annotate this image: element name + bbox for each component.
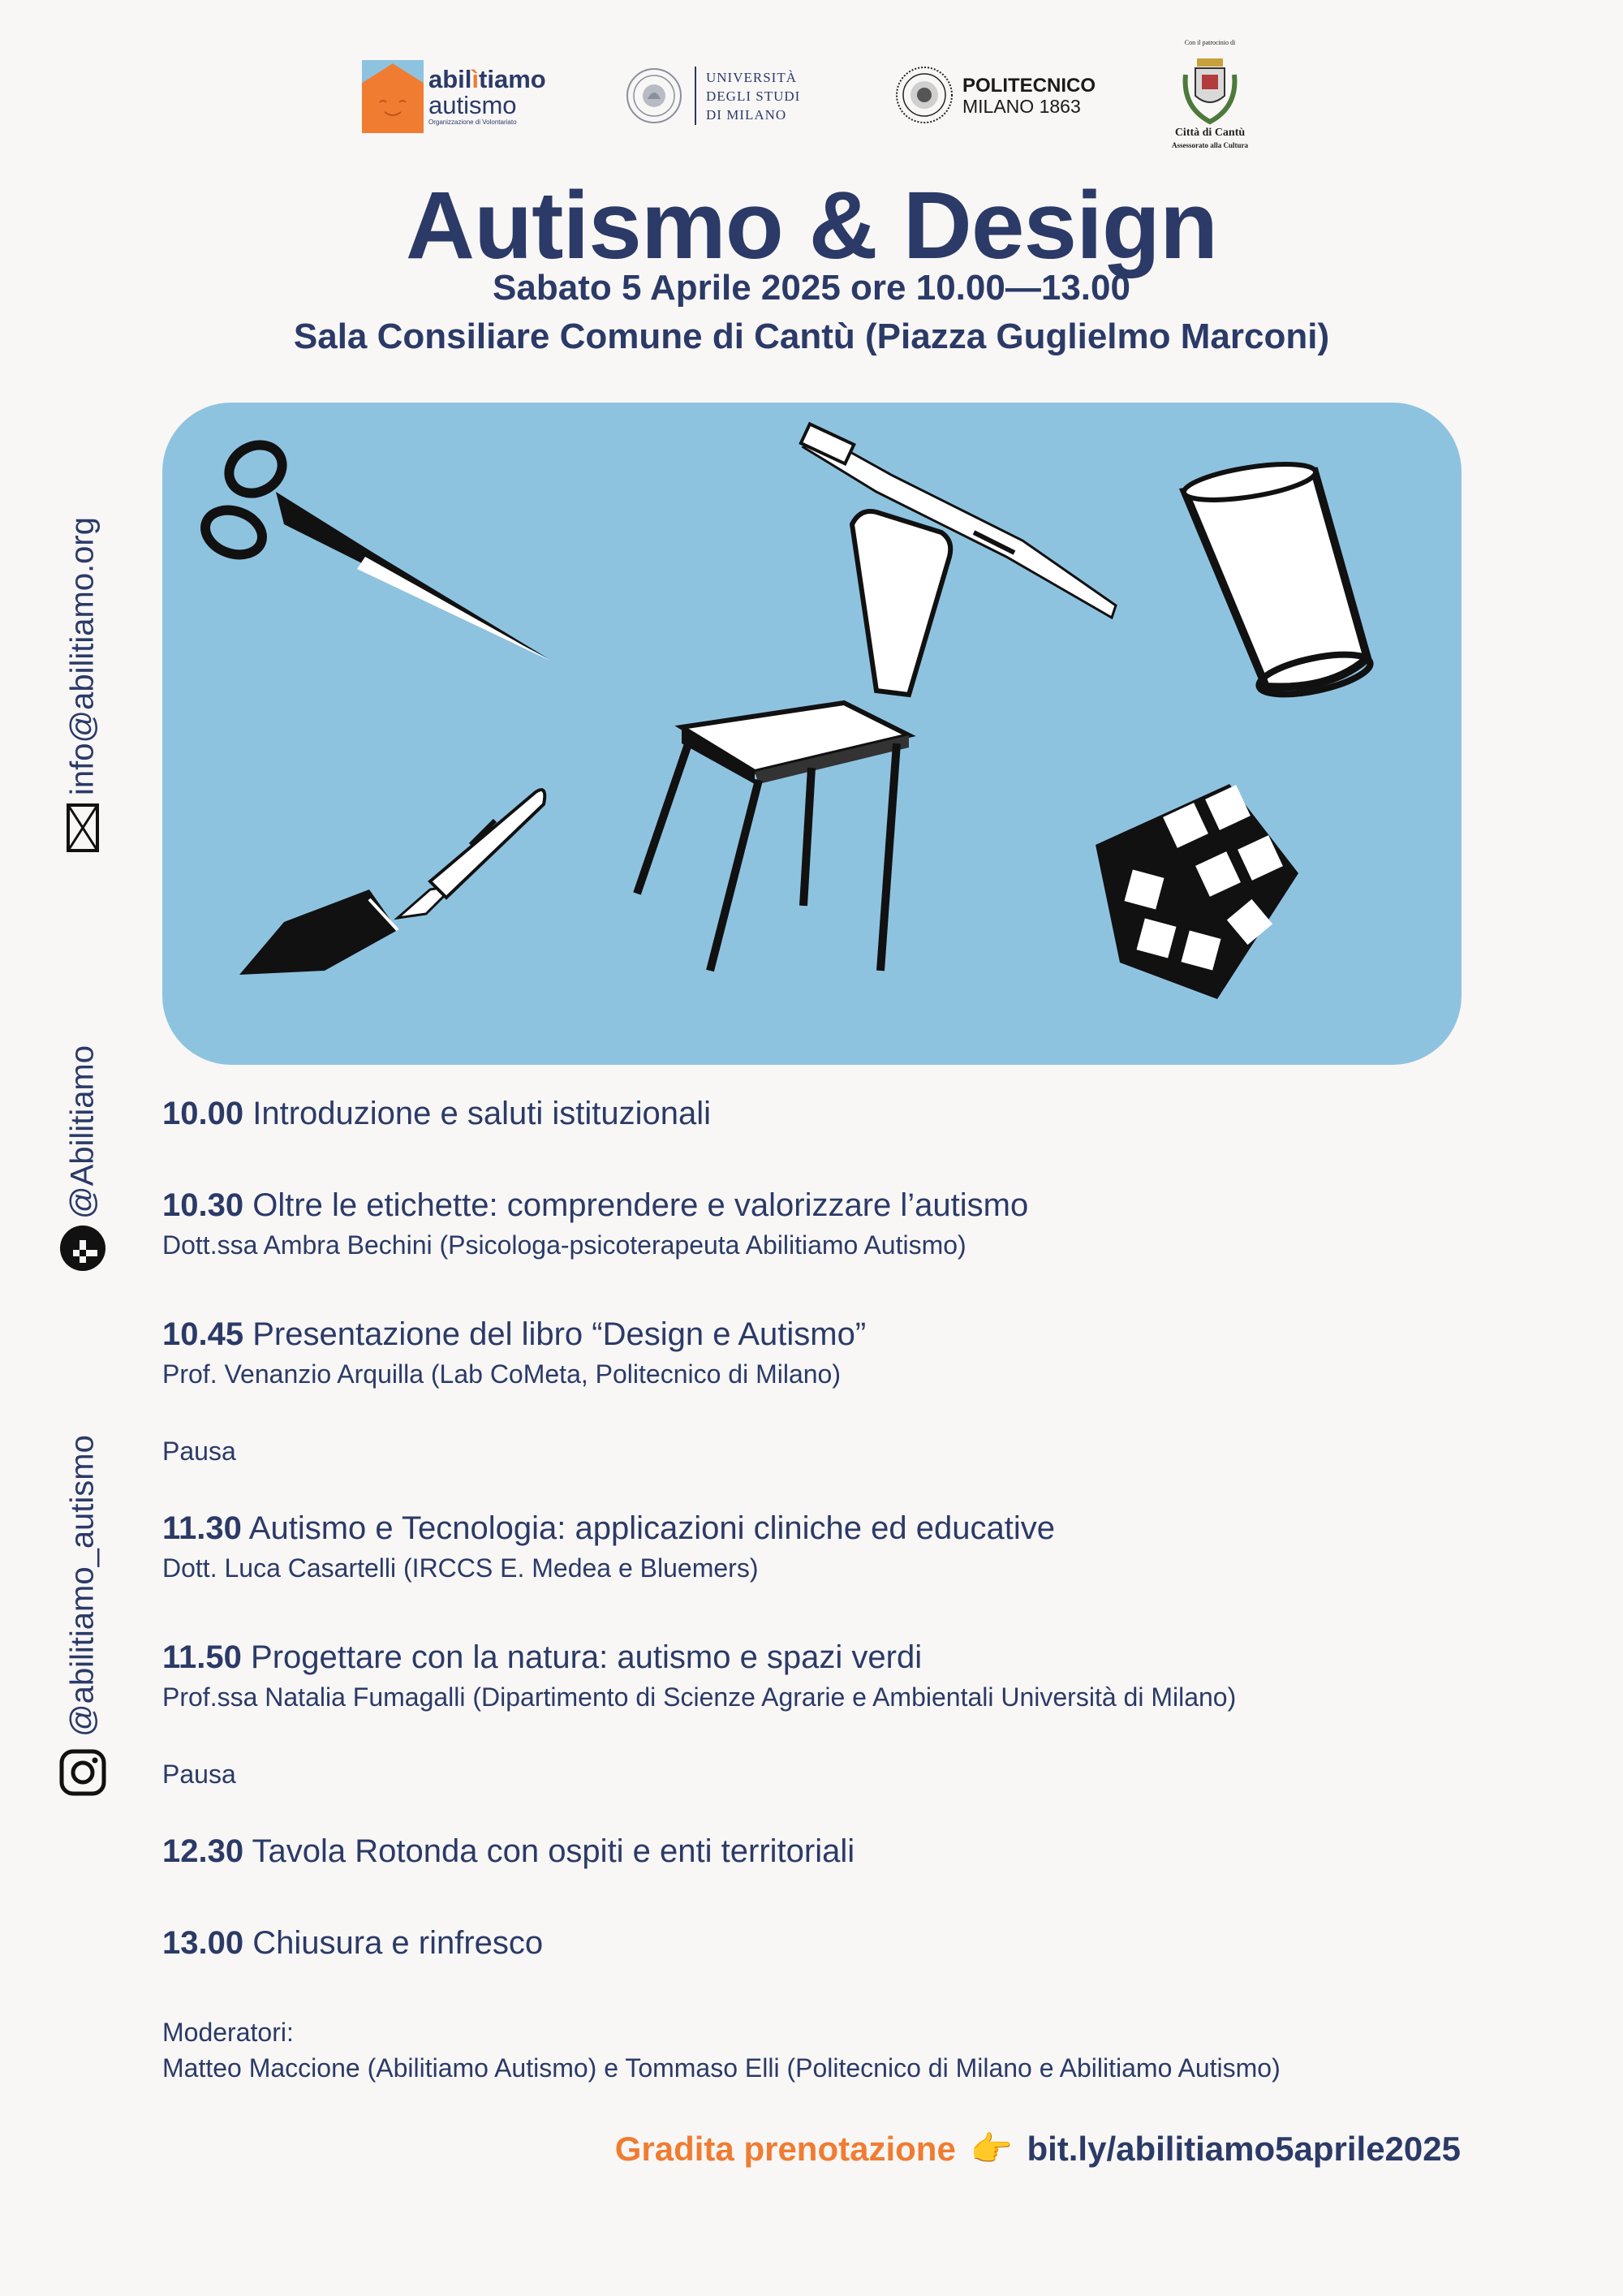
abilitiamo-tagline: Organizzazione di Volontariato (428, 118, 517, 126)
university-seal-icon (625, 67, 683, 125)
chair-icon (637, 511, 950, 971)
programme-item (162, 1639, 1542, 1712)
item-title: Progettare con la natura: autismo e spazi verdi (251, 1639, 923, 1675)
item-time: 13.00 (162, 1925, 244, 1961)
item-time: 10.00 (162, 1096, 244, 1131)
item-speaker: Dott. Luca Casartelli (IRCCS E. Medea e Bluemers) (162, 1553, 759, 1583)
moderators-names: Matteo Maccione (Abilitiamo Autismo) e Tommaso Elli (Politecnico di Milano e Abilitiamo Autismo) (162, 2053, 1281, 2083)
house-smile-icon (362, 60, 424, 133)
cantu-patronage-label: Con il patrocinio di (1184, 39, 1236, 46)
item-title: Autismo e Tecnologia: applicazioni cliniche ed educative (248, 1510, 1055, 1546)
item-title: Introduzione e saluti istituzionali (252, 1096, 711, 1131)
polimi-wordmark-line1: POLITECNICO (962, 75, 1096, 97)
polimi-wordmark-line2: MILANO 1863 (962, 96, 1081, 117)
unimi-logo (625, 63, 803, 128)
cube-puzzle-icon (1096, 784, 1298, 999)
programme-item (162, 1925, 1542, 1962)
item-time: 10.30 (162, 1187, 244, 1223)
pause-label: Pausa (162, 1437, 236, 1466)
autismo-wordmark: autismo (428, 91, 517, 119)
item-title: Tavola Rotonda con ospiti e enti territoriali (252, 1833, 855, 1869)
item-speaker: Dott.ssa Ambra Bechini (Psicologa-psicoterapeuta Abilitiamo Autismo) (162, 1230, 966, 1260)
polimi-logo (894, 63, 1097, 128)
cantu-name: Città di Cantù (1174, 127, 1246, 139)
facebook-text[interactable]: @Abilitiamo (64, 1045, 101, 1219)
programme-item (162, 1510, 1542, 1583)
item-title: Chiusura e rinfresco (252, 1925, 544, 1961)
instagram-text[interactable]: @abilitiamo_autismo (64, 1435, 101, 1737)
email-text[interactable]: info@abilitiamo.org (64, 517, 101, 795)
item-time: 12.30 (162, 1833, 244, 1869)
cantu-logo (1157, 39, 1263, 153)
unimi-wordmark: UNIVERSITÀ DEGLI STUDI DI MILANO (706, 70, 801, 123)
glass-icon (1182, 457, 1373, 702)
moderators-label: Moderatori: (162, 2018, 294, 2047)
page-title: Autismo & Design (405, 172, 1218, 279)
programme-item (162, 1833, 1542, 1870)
event-venue: Sala Consiliare Comune di Cantù (Piazza Guglielmo Marconi) (293, 317, 1330, 356)
cantu-office: Assessorato alla Cultura (1172, 141, 1248, 149)
instagram-icon (58, 1748, 107, 1797)
abilitiamo-logo (362, 60, 557, 133)
email-icon (58, 803, 107, 852)
politecnico-seal-icon (894, 65, 954, 125)
scissors-icon (199, 436, 550, 661)
email-contact[interactable] (57, 495, 109, 852)
trowel-icon (239, 790, 545, 975)
toothbrush-icon (801, 424, 1116, 618)
instagram-contact[interactable] (57, 1420, 109, 1802)
item-title: Presentazione del libro “Design e Autismo” (252, 1316, 867, 1352)
item-time: 11.50 (162, 1639, 242, 1675)
facebook-contact[interactable] (57, 1024, 109, 1276)
pointing-hand-icon: 👉 (970, 2130, 1013, 2168)
item-time: 10.45 (162, 1316, 244, 1352)
abilitiamo-wordmark: abilìtiamo (428, 65, 546, 93)
city-crest-icon (1177, 50, 1242, 127)
programme-item (162, 1187, 1542, 1260)
booking-line (615, 2130, 1461, 2169)
illustration-panel (162, 403, 1462, 1065)
item-title: Oltre le etichette: comprendere e valorizzare l’autismo (252, 1187, 1029, 1223)
programme-item (162, 1316, 1542, 1389)
item-time: 11.30 (162, 1510, 242, 1546)
facebook-icon (58, 1224, 107, 1273)
programme-item (162, 1096, 1542, 1132)
item-speaker: Prof. Venanzio Arquilla (Lab CoMeta, Politecnico di Milano) (162, 1359, 841, 1389)
unimi-divider (695, 67, 696, 125)
item-speaker: Prof.ssa Natalia Fumagalli (Dipartimento di Scienze Agrarie e Ambientali Università di Milano) (162, 1682, 1237, 1712)
booking-label: Gradita prenotazione (614, 2130, 956, 2168)
event-date: Sabato 5 Aprile 2025 ore 10.00—13.00 (493, 268, 1130, 308)
booking-link[interactable]: bit.ly/abilitiamo5aprile2025 (1027, 2130, 1461, 2168)
pause-label: Pausa (162, 1760, 236, 1789)
